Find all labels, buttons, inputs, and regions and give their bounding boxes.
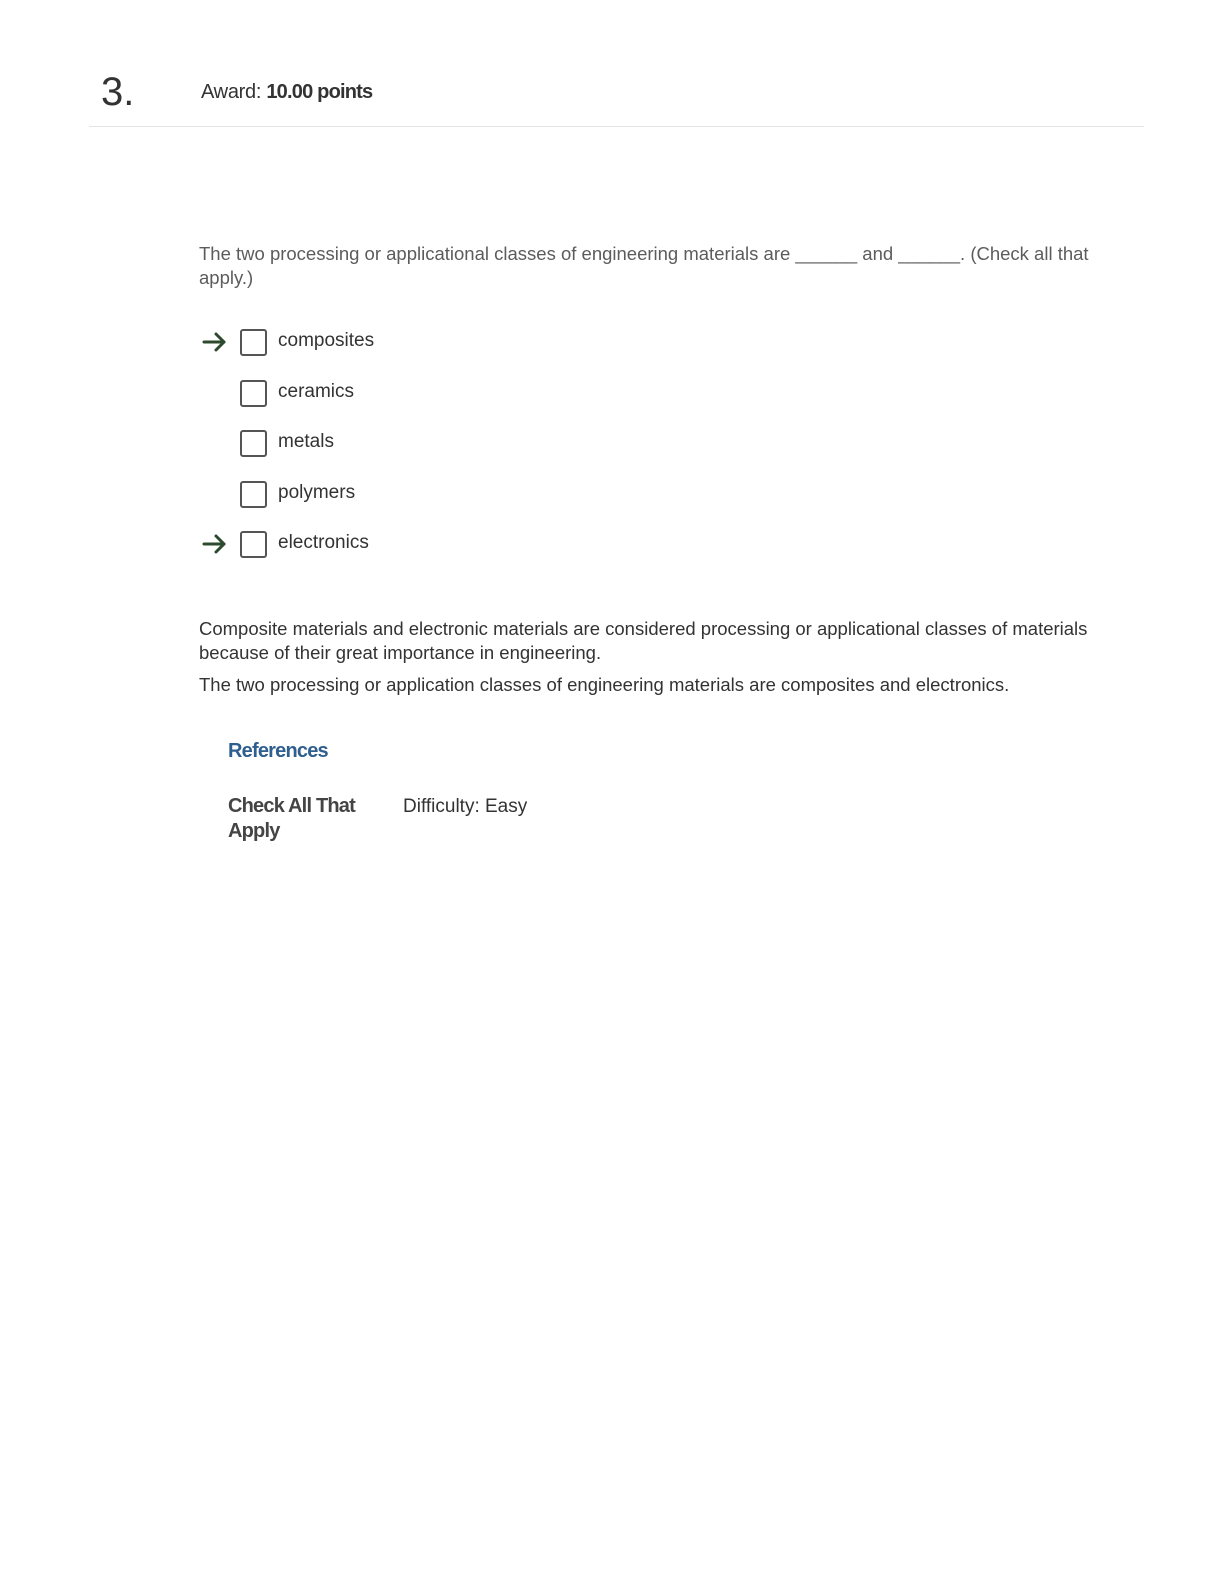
option-electronics[interactable] [199, 525, 799, 576]
references-title: References [228, 740, 328, 762]
correct-answer-arrow-icon [201, 328, 229, 356]
correct-answer-arrow-icon [201, 530, 229, 558]
option-polymers[interactable] [199, 475, 799, 526]
option-label: polymers [278, 481, 356, 503]
explanation-paragraph: Composite materials and electronic materials are considered processing or applicational classes of materials because of their great importance in engineering. [199, 618, 1088, 663]
checkbox[interactable] [240, 430, 267, 457]
award-label: Award: [201, 81, 267, 103]
answer-options [199, 323, 799, 576]
question-text: The two processing or applicational classes of engineering materials are ______ and ______. (Check all that apply.) [199, 243, 1089, 288]
checkbox[interactable] [240, 380, 267, 407]
option-label: composites [278, 330, 375, 351]
option-composites[interactable] [199, 323, 799, 374]
checkbox[interactable] [240, 481, 267, 508]
option-label: metals [278, 431, 334, 452]
option-metals[interactable] [199, 424, 799, 475]
checkbox[interactable] [240, 531, 267, 558]
award-points: 10.00 points [266, 81, 373, 103]
option-label: ceramics [278, 380, 355, 402]
explanation-paragraph: The two processing or application classes of engineering materials are composites and electronics. [199, 674, 1010, 695]
checkbox[interactable] [240, 329, 267, 356]
option-label: electronics [278, 532, 369, 553]
question-header [89, 66, 1144, 127]
reference-question-type: Check All That Apply [228, 795, 355, 842]
answer-explanation [199, 617, 1129, 705]
award-line [201, 81, 372, 104]
reference-difficulty: Difficulty: Easy [403, 796, 528, 817]
question-number: 3. [101, 70, 135, 114]
option-ceramics[interactable] [199, 374, 799, 425]
